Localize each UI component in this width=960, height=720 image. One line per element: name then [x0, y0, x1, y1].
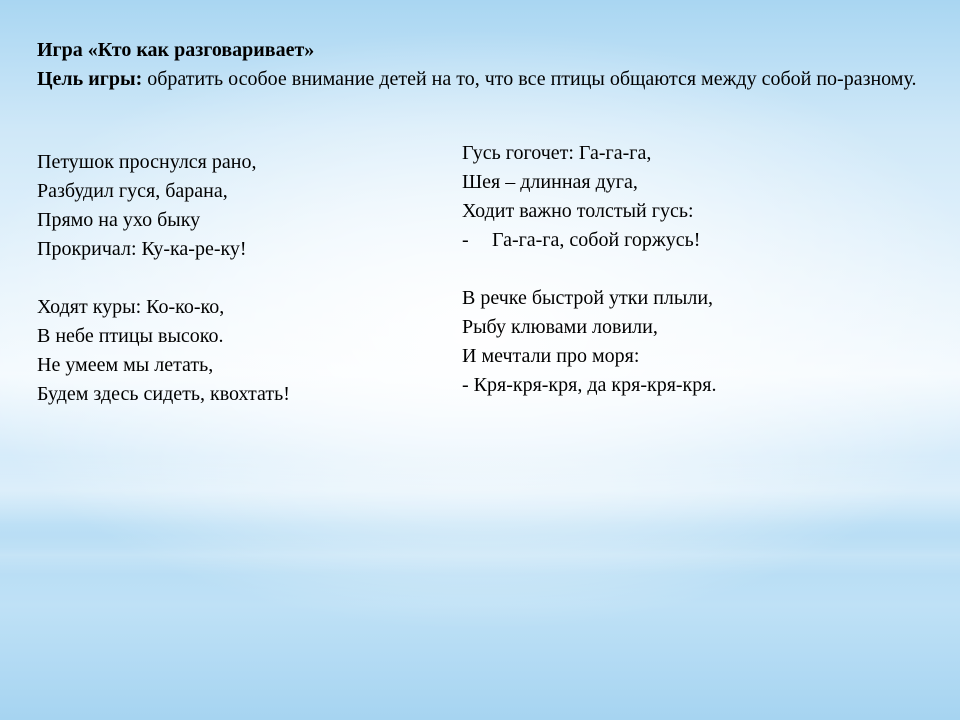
poem-stanza — [462, 139, 716, 255]
poem-right-column — [462, 139, 716, 429]
slide-heading — [37, 36, 917, 94]
poem-stanza — [462, 284, 716, 400]
poem-line: Рыбу клювами ловили, — [462, 316, 658, 338]
poem-line: Гусь гогочет: Га-га-га, — [462, 142, 652, 164]
poem-stanza — [37, 148, 290, 264]
poem-line: И мечтали про моря: — [462, 345, 640, 367]
poem-line: Прямо на ухо быку — [37, 209, 201, 231]
dash-marker: - — [462, 229, 469, 251]
poem-line: Не умеем мы летать, — [37, 354, 214, 376]
game-title: Игра «Кто как разговаривает» — [37, 39, 315, 61]
poem-line: В речке быстрой утки плыли, — [462, 287, 714, 309]
poem-line: Ходит важно толстый гусь: — [462, 200, 694, 222]
game-goal — [37, 65, 917, 94]
goal-label: Цель игры: — [37, 68, 143, 90]
poem-line: Шея – длинная дуга, — [462, 171, 638, 193]
poem-line: Разбудил гуся, барана, — [37, 180, 228, 202]
poem-line: - Кря-кря-кря, да кря-кря-кря. — [462, 374, 717, 396]
poem-line: Петушок проснулся рано, — [37, 151, 257, 173]
goal-text: обратить особое внимание детей на то, что все птицы общаются между собой по-разному. — [142, 68, 917, 90]
poem-line: В небе птицы высоко. — [37, 325, 224, 347]
poem-line: Прокричал: Ку-ка-ре-ку! — [37, 238, 247, 260]
poem-line-text: Га-га-га, собой горжусь! — [492, 229, 701, 251]
poem-left-column — [37, 148, 290, 438]
poem-line — [462, 226, 716, 255]
poem-stanza — [37, 293, 290, 409]
poem-line: Ходят куры: Ко-ко-ко, — [37, 296, 225, 318]
poem-line: Будем здесь сидеть, квохтать! — [37, 383, 290, 405]
